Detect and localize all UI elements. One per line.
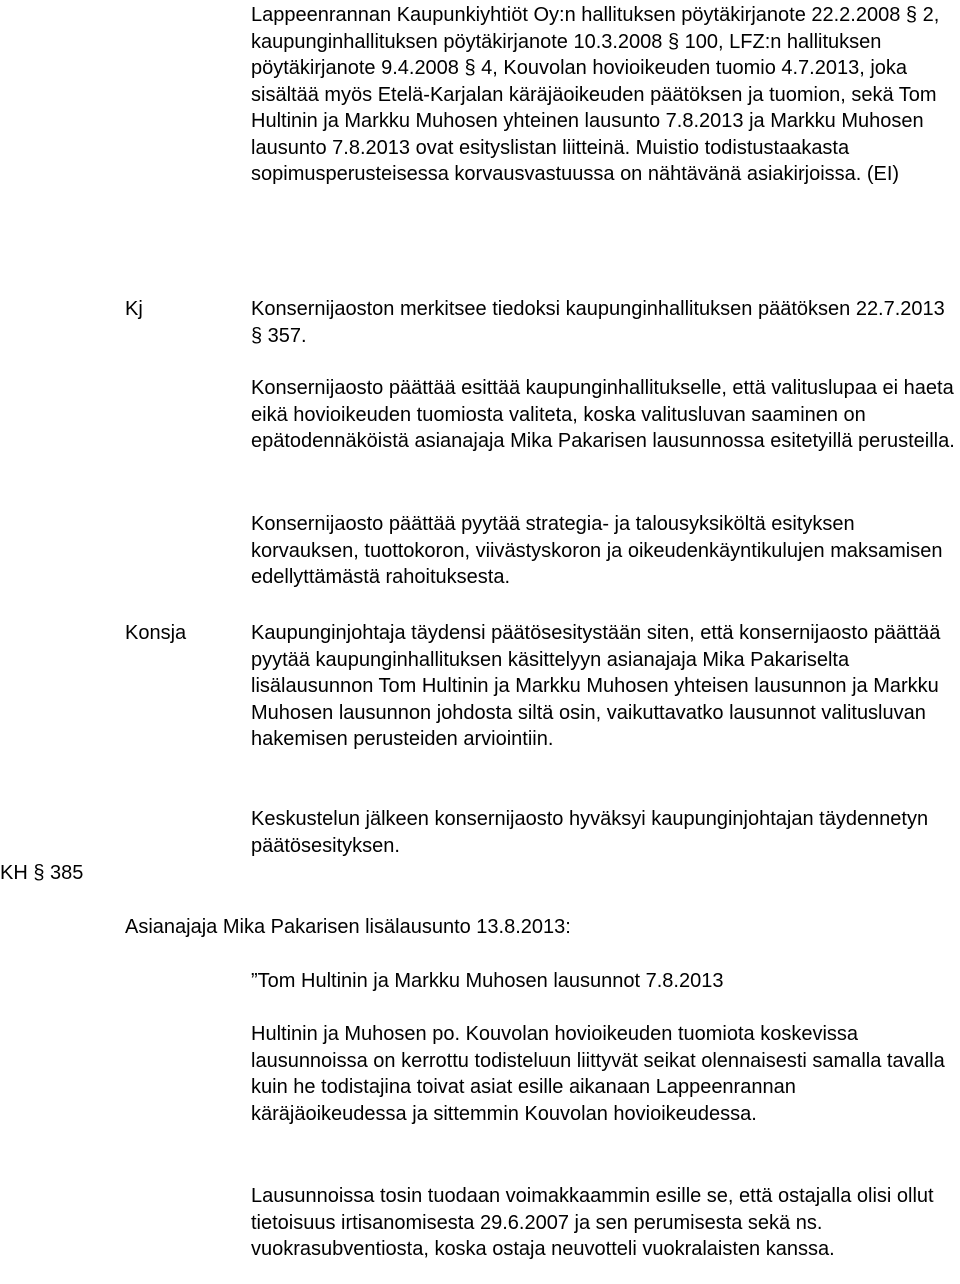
konsja-paragraph-proposal: Kaupunginjohtaja täydensi päätösesitystään siten, että konsernijaosto päättää pyytää kaupunginhallituksen käsittelyyn asianajaja Mika Pakariselta lisälausunnon Tom Hultinin ja Markku Muhosen yhteisen lausunnon ja Markku Muhosen lausunnon johdosta siltä osin, vaikuttavatko lausunnot valitusluvan hakemisen perusteiden arviointiin. bbox=[251, 622, 941, 750]
konsja-paragraph-discussion: Keskustelun jälkeen konsernijaosto hyväksyi kaupunginjohtajan täydennetyn päätösesityksen. bbox=[251, 808, 929, 857]
kj-paragraph-decision: Konsernijaosto päättää esittää kaupunginhallitukselle, että valituslupaa ei haeta eikä hovioikeuden tuomiosta valiteta, koska valitusluvan saaminen on epätodennäköistä asianajaja Mika Pakarisen lausunnossa esitetyillä perusteilla. bbox=[251, 377, 955, 452]
body-paragraph-testimony: Hultinin ja Muhosen po. Kouvolan hovioikeuden tuomiota koskevissa lausunnoissa on kerrottu todisteluun liittyvät seikat olennaisesti samalla tavalla kuin he todistajina toivat asiat esille aikanaan Lappeenrannan käräjäoikeudessa ja sittemmin Kouvolan hovioikeudessa. bbox=[251, 1023, 945, 1125]
body-paragraph-awareness: Lausunnoissa tosin tuodaan voimakkaammin esille se, että ostajalla olisi ollut tietoisuus irtisanomisesta 29.6.2007 ja sen perumisesta sekä ns. vuokrasubventiosta, koska ostaja neuvotteli vuokralaisten kanssa. bbox=[251, 1185, 934, 1260]
kh-section-label: KH § 385 bbox=[0, 862, 84, 884]
intro-paragraph: Lappeenrannan Kaupunkiyhtiöt Oy:n hallituksen pöytäkirjanote 22.2.2008 § 2, kaupunginhallituksen pöytäkirjanote 10.3.2008 § 100, LFZ:n hallituksen pöytäkirjanote 9.4.2008 § 4, Kouvolan hovioikeuden tuomio 4.7.2013, joka sisältää myös Etelä-Karjalan käräjäoikeuden päätöksen ja tuomion, sekä Tom Hultinin ja Markku Muhosen yhteinen lausunto 7.8.2013 ja Markku Muhosen lausunto 7.8.2013 ovat esityslistan liitteinä. Muistio todistustaakasta sopimusperusteisessa korvausvastuussa on nähtävänä asiakirjoissa. (EI) bbox=[251, 4, 940, 185]
kj-paragraph-notice: Konsernijaoston merkitsee tiedoksi kaupunginhallituksen päätöksen 22.7.2013 § 357. bbox=[251, 298, 945, 347]
konsja-label: Konsja bbox=[125, 622, 187, 644]
quote-title: ”Tom Hultinin ja Markku Muhosen lausunnot 7.8.2013 bbox=[251, 970, 724, 992]
kj-paragraph-request: Konsernijaosto päättää pyytää strategia- ja talousyksiköltä esityksen korvauksen, tuottokoron, viivästyskoron ja oikeudenkäyntikulujen maksamisen edellyttämästä rahoituksesta. bbox=[251, 513, 943, 588]
statement-heading: Asianajaja Mika Pakarisen lisälausunto 13.8.2013: bbox=[125, 916, 571, 938]
kj-label: Kj bbox=[125, 298, 143, 320]
